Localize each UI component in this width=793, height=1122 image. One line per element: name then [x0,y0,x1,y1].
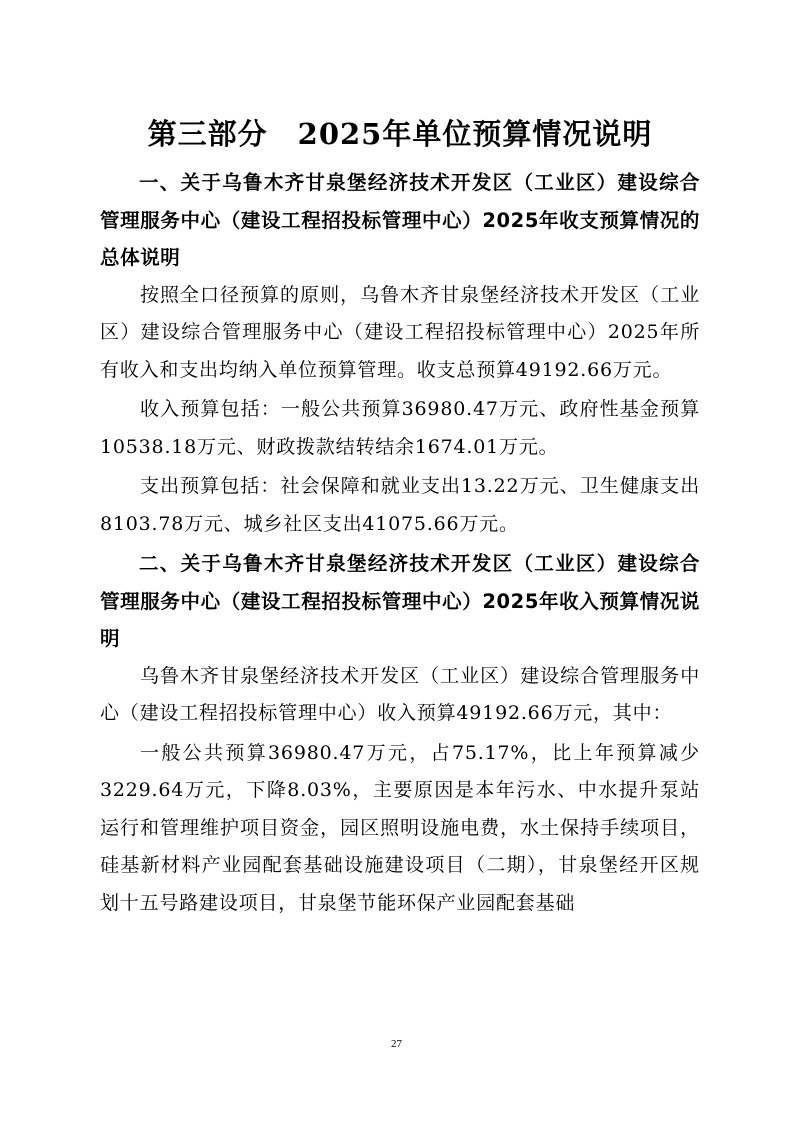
section-1-paragraph-2: 收入预算包括：一般公共预算36980.47万元、政府性基金预算10538.18万元、财政拨款结转结余1674.01万元。 [100,398,700,458]
section-1-heading: 一、关于乌鲁木齐甘泉堡经济技术开发区（工业区）建设综合管理服务中心（建设工程招投标管理中心）2025年收支预算情况的总体说明 [100,171,700,269]
section-2-heading: 二、关于乌鲁木齐甘泉堡经济技术开发区（工业区）建设综合管理服务中心（建设工程招投标管理中心）2025年收入预算情况说明 [100,552,700,650]
section-1-paragraph-1: 按照全口径预算的原则，乌鲁木齐甘泉堡经济技术开发区（工业区）建设综合管理服务中心（建设工程招投标管理中心）2025年所有收入和支出均纳入单位预算管理。收支总预算49192.66万元。 [100,283,700,381]
section-2-paragraph-1: 乌鲁木齐甘泉堡经济技术开发区（工业区）建设综合管理服务中心（建设工程招投标管理中心）收入预算49192.66万元，其中： [100,664,700,724]
page-number: 27 [391,1038,402,1050]
page-title: 第三部分 2025年单位预算情况说明 [147,117,653,151]
document-body [100,112,700,922]
section-2-paragraph-2: 一般公共预算36980.47万元，占75.17%，比上年预算减少3229.64万元，下降8.03%，主要原因是本年污水、中水提升泵站运行和管理维护项目资金，园区照明设施电费，水土保持手续项目，硅基新材料产业园配套基础设施建设项目（二期），甘泉堡经开区规划十五号路建设项目，甘泉堡节能环保产业园配套基础 [100,741,700,914]
section-1-paragraph-3: 支出预算包括：社会保障和就业支出13.22万元、卫生健康支出8103.78万元、城乡社区支出41075.66万元。 [100,475,700,535]
